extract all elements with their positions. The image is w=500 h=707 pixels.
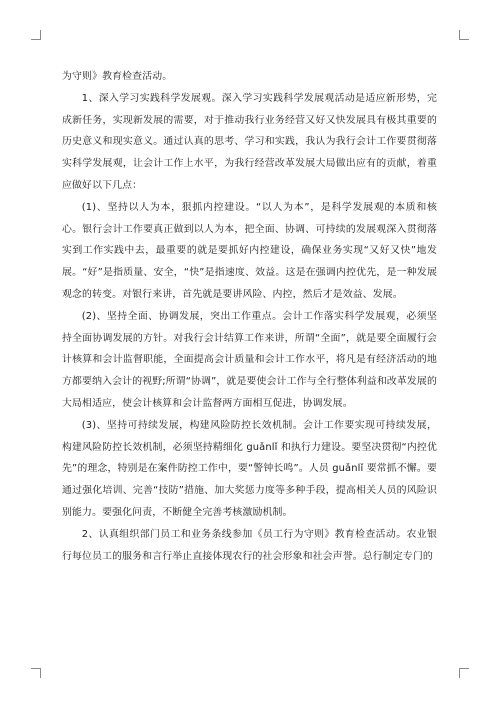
crop-mark-bottom-left	[31, 668, 41, 678]
paragraph-continuation: 为守则》教育检查活动。	[62, 71, 173, 82]
crop-mark-bottom-right	[459, 668, 469, 678]
paragraph-subitem-1: (1)、坚持以人为本，狠抓内控建设。“以人为本”，是科学发展观的本质和核心。银行会计工作要真正做到以人为本，把全面、协调、可持续的发展观深入贯彻落实到工作实践中去，最重要的就是要抓好内控建设，确保业务实现“又好又快”地发展。“好”是指质量、安全，“快”是指速度、效益。这是在强调内控优先，是一种发展观念的转变。对银行来讲，首先就是要讲风险、内控，然后才是效益、发展。	[62, 201, 437, 300]
paragraph-item-1: 1、深入学习实践科学发展观。深入学习实践科学发展观活动是适应新形势，完成新任务，实现新发展的需要，对于推动我行业务经营又好又快发展具有极其重要的历史意义和现实意义。通过认真的思考、学习和实践，我认为我行会计工作要贯彻落实科学发展观，让会计工作上水平，为我行经营改革发展大局做出应有的贡献，着重应做好以下几点：	[62, 92, 437, 191]
crop-mark-top-left	[31, 30, 41, 40]
paragraph-subitem-3: (3)、坚持可持续发展，构建风险防控长效机制。会计工作要实现可持续发展，构建风险防控长效机制，必须坚持精细化 guǎnlǐ 和执行力建设。要坚决贯彻“内控优先”的理念，特别是在案件防控工作中，要“警钟长鸣”。人员 guǎnlǐ 要常抓不懈。要通过强化培训、完善“技防”措施、加大奖惩力度等多种手段，提高相关人员的风险识别能力。要强化问责，不断健全完善考核激励机制。	[62, 419, 437, 518]
paragraph-item-2: 2、认真组织部门员工和业务条线参加《员工行为守则》教育检查活动。农业银行每位员工的服务和言行举止直接体现农行的社会形象和社会声誉。总行制定专门的	[62, 528, 437, 562]
paragraph-subitem-2: (2)、坚持全面、协调发展，突出工作重点。会计工作落实科学发展观，必须坚持全面协调发展的方针。对我行会计结算工作来讲，所谓“全面”，就是要全面履行会计核算和会计监督职能，全面提高会计质量和会计工作水平，将凡是有经济活动的地方都要纳入会计的视野;所谓“协调”，就是要使会计工作与全行整体利益和改革发展的大局相适应，使会计核算和会计监督两方面相互促进，协调发展。	[62, 310, 437, 409]
crop-mark-top-right	[459, 30, 469, 40]
document-body	[62, 66, 437, 567]
